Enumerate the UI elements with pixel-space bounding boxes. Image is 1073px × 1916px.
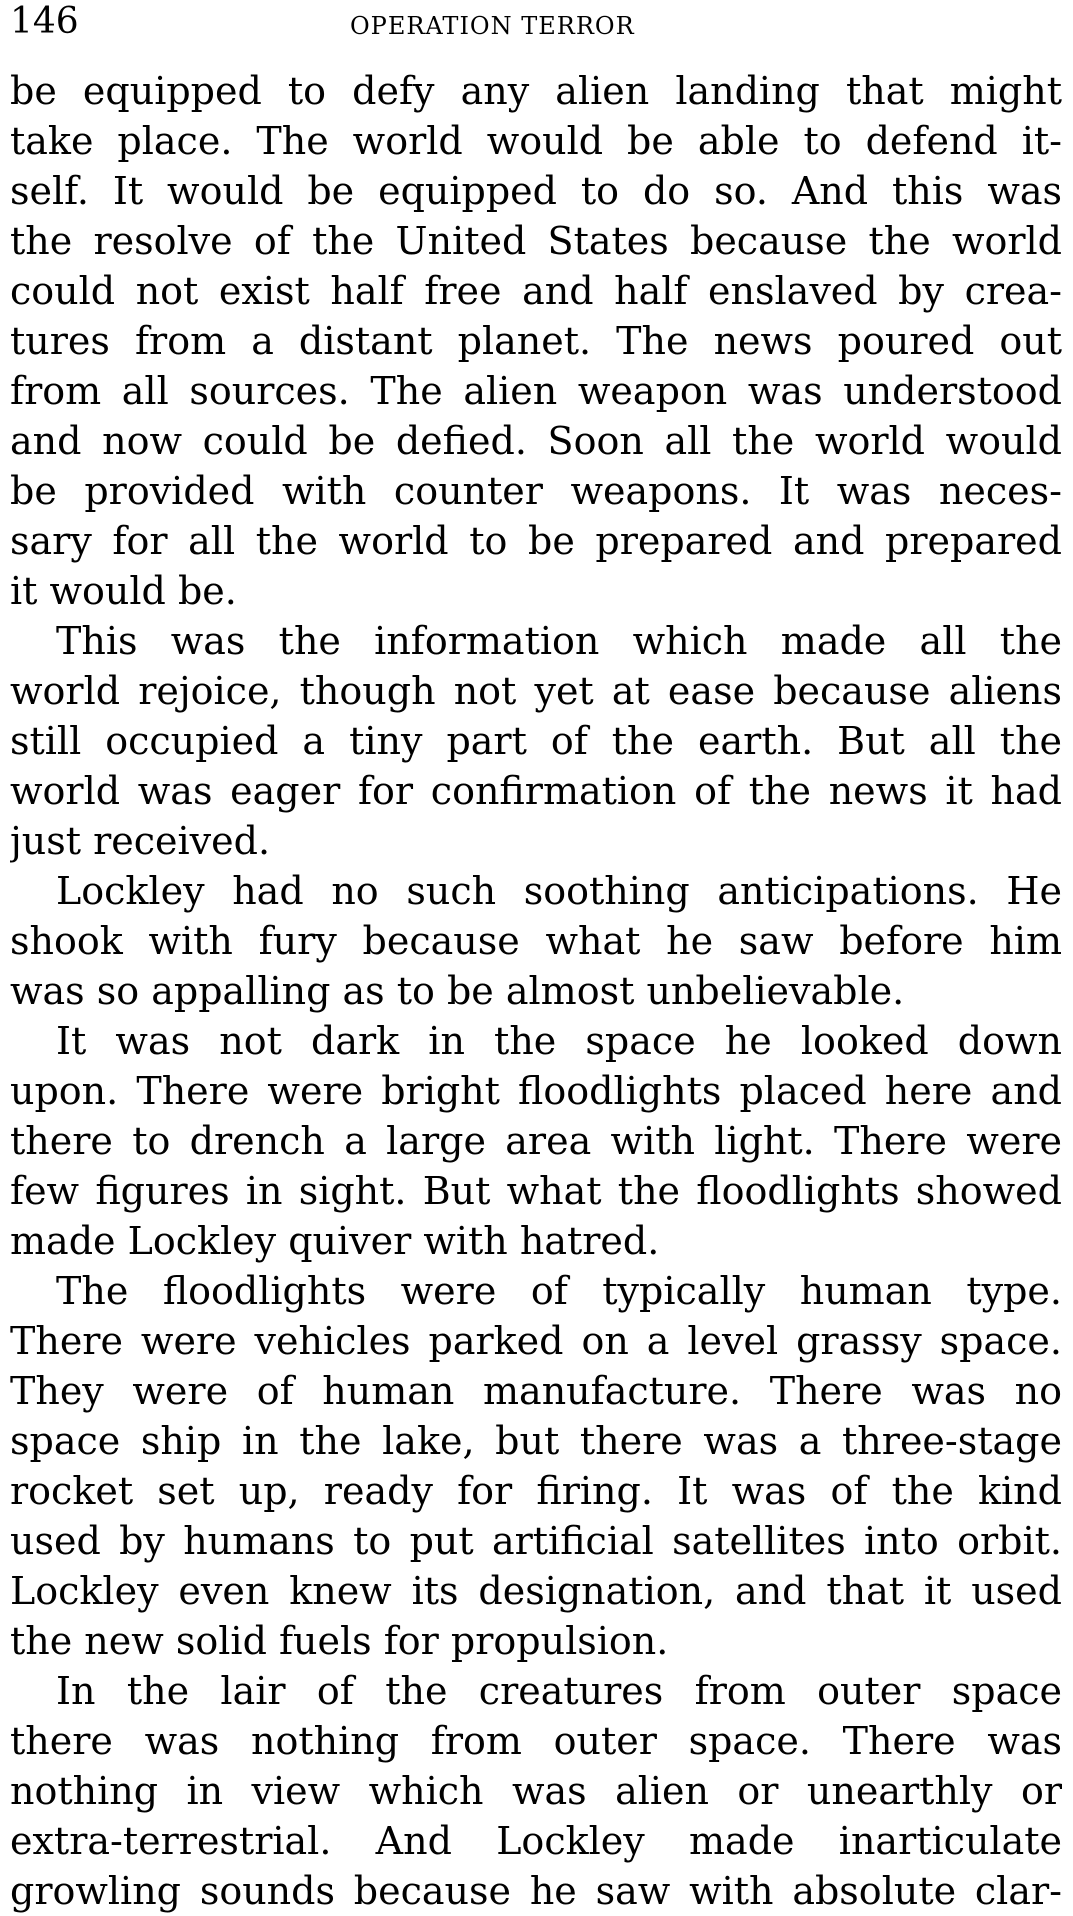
- text-line: and now could be defied. Soon all the world would: [10, 419, 1062, 463]
- text-line: take place. The world would be able to defend it-: [10, 119, 1062, 163]
- text-line: There were vehicles parked on a level grassy space.: [10, 1319, 1062, 1363]
- text-line: rocket set up, ready for firing. It was of the kind: [10, 1469, 1062, 1513]
- text-line: self. It would be equipped to do so. And this was: [10, 169, 1062, 213]
- text-line: extra-terrestrial. And Lockley made inarticulate: [10, 1819, 1062, 1863]
- text-line: made Lockley quiver with hatred.: [10, 1219, 660, 1263]
- text-line: upon. There were bright floodlights placed here and: [10, 1069, 1062, 1113]
- text-line: there was nothing from outer space. There was: [10, 1719, 1062, 1763]
- text-line: world was eager for confirmation of the news it had: [10, 769, 1062, 813]
- text-line: sary for all the world to be prepared and prepared: [10, 519, 1062, 563]
- book-page: [10, 0, 1062, 1915]
- text-line: just received.: [10, 819, 271, 863]
- text-line: space ship in the lake, but there was a three-stage: [10, 1419, 1062, 1463]
- text-line: In the lair of the creatures from outer space: [56, 1669, 1062, 1713]
- text-line: the resolve of the United States because the world: [10, 219, 1062, 263]
- text-line: still occupied a tiny part of the earth. But all the: [10, 719, 1062, 763]
- text-line: This was the information which made all the: [56, 619, 1062, 663]
- text-line: world rejoice, though not yet at ease because aliens: [10, 669, 1062, 713]
- text-line: tures from a distant planet. The news poured out: [10, 319, 1062, 363]
- text-line: few figures in sight. But what the floodlights showed: [10, 1169, 1062, 1213]
- text-line: there to drench a large area with light. There were: [10, 1119, 1062, 1163]
- text-line: could not exist half free and half enslaved by crea-: [10, 269, 1062, 313]
- text-line: shook with fury because what he saw before him: [10, 919, 1062, 963]
- text-line: it would be.: [10, 569, 237, 613]
- text-line: Lockley even knew its designation, and that it used: [10, 1569, 1062, 1613]
- text-line: It was not dark in the space he looked down: [56, 1019, 1062, 1063]
- text-line: The floodlights were of typically human type.: [56, 1269, 1062, 1313]
- running-title: OPERATION TERROR: [350, 12, 635, 40]
- text-line: the new solid fuels for propulsion.: [10, 1619, 669, 1663]
- page-header: [10, 0, 1062, 48]
- body-text: [10, 66, 1062, 1916]
- page-number: 146: [10, 1, 79, 42]
- text-line: be equipped to defy any alien landing that might: [10, 69, 1062, 113]
- text-line: They were of human manufacture. There was no: [10, 1369, 1062, 1413]
- text-line: used by humans to put artificial satellites into orbit.: [10, 1519, 1062, 1563]
- text-line: be provided with counter weapons. It was neces-: [10, 469, 1062, 513]
- text-line: was so appalling as to be almost unbelievable.: [10, 969, 905, 1013]
- text-line: nothing in view which was alien or unearthly or: [10, 1769, 1062, 1813]
- text-line: from all sources. The alien weapon was understood: [10, 369, 1062, 413]
- text-line: growling sounds because he saw with absolute clar-: [10, 1869, 1062, 1913]
- text-line: Lockley had no such soothing anticipations. He: [56, 869, 1062, 913]
